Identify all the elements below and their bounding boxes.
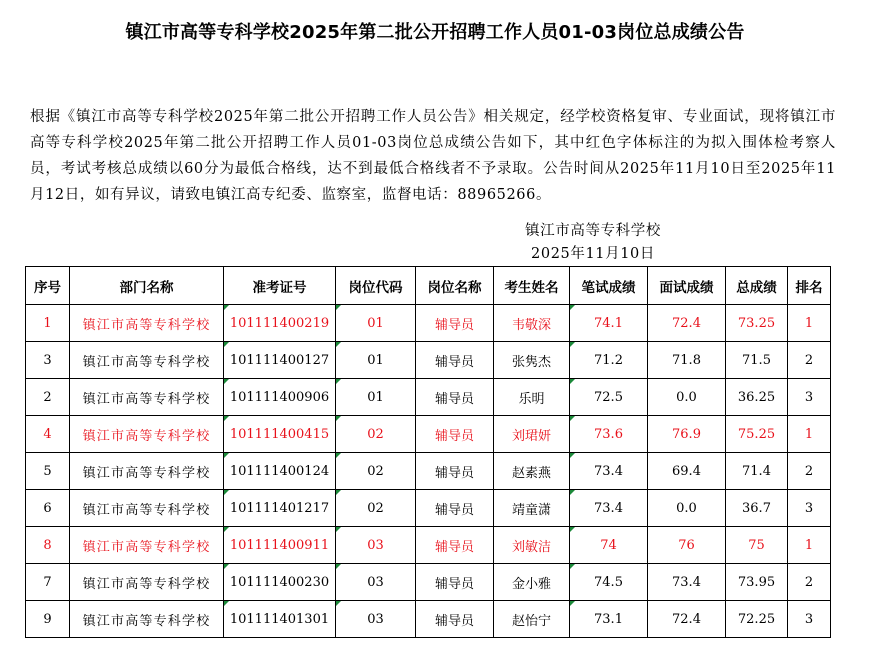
interview-score-cell: 69.4 xyxy=(648,453,726,490)
announcement-paragraph: 根据《镇江市高等专科学校2025年第二批公开招聘工作人员公告》相关规定，经学校资格复审、专业面试，现将镇江市高等专科学校2025年第二批公开招聘工作人员01-03岗位总成绩公告如下，其中红色字体标注的为拟入围体检考察人员，考试考核总成绩以60分为最低合格线，达不到最低合格线者不予录取。公告时间从2025年11月10日至2025年11月12日，如有异议，请致电镇江高专纪委、监察室，监督电话：88965266。 xyxy=(30,109,836,203)
exam-id-cell: 101111400911 xyxy=(224,527,336,564)
written-score-cell: 73.4 xyxy=(570,453,648,490)
written-score-cell: 73.6 xyxy=(570,416,648,453)
table-row xyxy=(26,342,831,379)
interview-score-cell: 76.9 xyxy=(648,416,726,453)
seq-cell: 2 xyxy=(26,379,70,416)
written-score-cell: 74.1 xyxy=(570,305,648,342)
post-code-cell: 02 xyxy=(336,453,416,490)
dept-cell: 镇江市高等专科学校 xyxy=(70,453,224,490)
total-score-cell: 71.5 xyxy=(726,342,788,379)
table-header-row xyxy=(26,267,831,305)
exam-id-cell: 101111400219 xyxy=(224,305,336,342)
dept-cell: 镇江市高等专科学校 xyxy=(70,527,224,564)
candidate-cell: 金小雅 xyxy=(494,564,570,601)
dept-cell: 镇江市高等专科学校 xyxy=(70,601,224,638)
candidate-cell: 刘珺妍 xyxy=(494,416,570,453)
written-score-cell: 72.5 xyxy=(570,379,648,416)
written-score-cell: 73.4 xyxy=(570,490,648,527)
dept-cell: 镇江市高等专科学校 xyxy=(70,379,224,416)
dept-cell: 镇江市高等专科学校 xyxy=(70,490,224,527)
col-header-written: 笔试成绩 xyxy=(570,267,648,305)
total-score-cell: 75.25 xyxy=(726,416,788,453)
col-header-exam-id: 准考证号 xyxy=(224,267,336,305)
rank-cell: 3 xyxy=(788,490,831,527)
exam-id-cell: 101111401301 xyxy=(224,601,336,638)
post-name-cell: 辅导员 xyxy=(416,305,494,342)
interview-score-cell: 76 xyxy=(648,527,726,564)
col-header-dept: 部门名称 xyxy=(70,267,224,305)
total-score-cell: 73.95 xyxy=(726,564,788,601)
signature-block xyxy=(498,220,688,266)
table-row xyxy=(26,416,831,453)
seq-cell: 7 xyxy=(26,564,70,601)
seq-cell: 6 xyxy=(26,490,70,527)
written-score-cell: 74 xyxy=(570,527,648,564)
page-title: 镇江市高等专科学校2025年第二批公开招聘工作人员01-03岗位总成绩公告 xyxy=(125,22,745,43)
post-code-cell: 03 xyxy=(336,527,416,564)
interview-score-cell: 72.4 xyxy=(648,601,726,638)
dept-cell: 镇江市高等专科学校 xyxy=(70,416,224,453)
seq-cell: 3 xyxy=(26,342,70,379)
interview-score-cell: 71.8 xyxy=(648,342,726,379)
interview-score-cell: 0.0 xyxy=(648,379,726,416)
seq-cell: 4 xyxy=(26,416,70,453)
table-row xyxy=(26,527,831,564)
exam-id-cell: 101111400906 xyxy=(224,379,336,416)
candidate-cell: 乐明 xyxy=(494,379,570,416)
post-code-cell: 03 xyxy=(336,601,416,638)
seq-cell: 1 xyxy=(26,305,70,342)
table-row xyxy=(26,453,831,490)
total-score-cell: 36.7 xyxy=(726,490,788,527)
total-score-cell: 36.25 xyxy=(726,379,788,416)
post-name-cell: 辅导员 xyxy=(416,416,494,453)
signature-date: 2025年11月10日 xyxy=(531,246,655,262)
exam-id-cell: 101111400230 xyxy=(224,564,336,601)
post-code-cell: 01 xyxy=(336,305,416,342)
rank-cell: 1 xyxy=(788,305,831,342)
post-code-cell: 01 xyxy=(336,342,416,379)
dept-cell: 镇江市高等专科学校 xyxy=(70,305,224,342)
exam-id-cell: 101111400127 xyxy=(224,342,336,379)
seq-cell: 5 xyxy=(26,453,70,490)
rank-cell: 2 xyxy=(788,342,831,379)
post-code-cell: 03 xyxy=(336,564,416,601)
rank-cell: 3 xyxy=(788,379,831,416)
post-name-cell: 辅导员 xyxy=(416,342,494,379)
post-name-cell: 辅导员 xyxy=(416,527,494,564)
post-name-cell: 辅导员 xyxy=(416,601,494,638)
post-code-cell: 01 xyxy=(336,379,416,416)
seq-cell: 9 xyxy=(26,601,70,638)
rank-cell: 2 xyxy=(788,564,831,601)
post-name-cell: 辅导员 xyxy=(416,564,494,601)
rank-cell: 2 xyxy=(788,453,831,490)
table-row xyxy=(26,490,831,527)
interview-score-cell: 72.4 xyxy=(648,305,726,342)
col-header-post-code: 岗位代码 xyxy=(336,267,416,305)
candidate-cell: 靖童潇 xyxy=(494,490,570,527)
rank-cell: 1 xyxy=(788,416,831,453)
interview-score-cell: 0.0 xyxy=(648,490,726,527)
col-header-interview: 面试成绩 xyxy=(648,267,726,305)
col-header-total: 总成绩 xyxy=(726,267,788,305)
post-name-cell: 辅导员 xyxy=(416,379,494,416)
total-score-cell: 75 xyxy=(726,527,788,564)
exam-id-cell: 101111401217 xyxy=(224,490,336,527)
seq-cell: 8 xyxy=(26,527,70,564)
post-name-cell: 辅导员 xyxy=(416,490,494,527)
table-row xyxy=(26,564,831,601)
written-score-cell: 73.1 xyxy=(570,601,648,638)
table-row xyxy=(26,601,831,638)
post-code-cell: 02 xyxy=(336,490,416,527)
total-score-cell: 73.25 xyxy=(726,305,788,342)
signature-org: 镇江市高等专科学校 xyxy=(525,223,661,239)
written-score-cell: 74.5 xyxy=(570,564,648,601)
total-score-cell: 71.4 xyxy=(726,453,788,490)
rank-cell: 3 xyxy=(788,601,831,638)
written-score-cell: 71.2 xyxy=(570,342,648,379)
dept-cell: 镇江市高等专科学校 xyxy=(70,564,224,601)
col-header-seq: 序号 xyxy=(26,267,70,305)
post-code-cell: 02 xyxy=(336,416,416,453)
rank-cell: 1 xyxy=(788,527,831,564)
table-row xyxy=(26,379,831,416)
candidate-cell: 张隽杰 xyxy=(494,342,570,379)
total-score-cell: 72.25 xyxy=(726,601,788,638)
col-header-post-name: 岗位名称 xyxy=(416,267,494,305)
candidate-cell: 赵怡宁 xyxy=(494,601,570,638)
results-table xyxy=(25,266,831,638)
interview-score-cell: 73.4 xyxy=(648,564,726,601)
exam-id-cell: 101111400124 xyxy=(224,453,336,490)
table-row xyxy=(26,305,831,342)
candidate-cell: 韦敬深 xyxy=(494,305,570,342)
col-header-rank: 排名 xyxy=(788,267,831,305)
post-name-cell: 辅导员 xyxy=(416,453,494,490)
candidate-cell: 刘敏洁 xyxy=(494,527,570,564)
dept-cell: 镇江市高等专科学校 xyxy=(70,342,224,379)
col-header-candidate: 考生姓名 xyxy=(494,267,570,305)
candidate-cell: 赵素燕 xyxy=(494,453,570,490)
exam-id-cell: 101111400415 xyxy=(224,416,336,453)
